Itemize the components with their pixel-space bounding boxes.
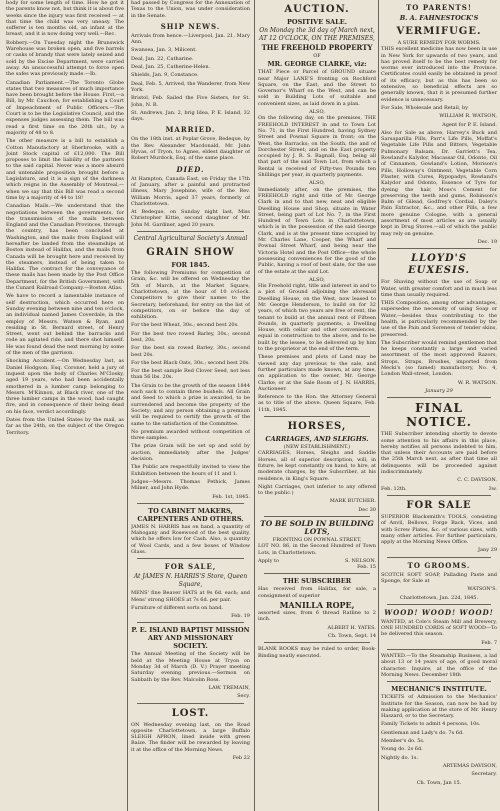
lost-heading: LOST. bbox=[171, 707, 210, 719]
married-heading: MARRIED. bbox=[165, 125, 216, 135]
for-sale-date: Jany 29 bbox=[478, 547, 497, 554]
wood-text: WANTED, at Cole's Steam Mill and Brewery, ONE HUNDRED CORDS of SOFT WOOD—To be delivered this season. bbox=[381, 618, 497, 638]
article-canadian-mails: Canadian Mails.—We understand that the negotiations between the governments, for the transmission of the mails between England and the Canadian Provinces, through the country, has been concluded at Washington, and the mails from England will hereafter be landed from the steamships at Boston instead of Halifax, and the mails from Canada will be brought here and received by the steamers, instead of being taken to Halifax. The contract for the conveyance of these mails has been made by the Post Office Department, for the British Government, with the Cunard Railroad Company.—Boston Atlas. bbox=[6, 203, 124, 292]
building-lots-heading: TO BE SOLD IN BUILDING LOTS, bbox=[260, 519, 374, 536]
baptist-signature-title: Secy. bbox=[237, 693, 250, 700]
lloyds-date: January 29 bbox=[425, 387, 453, 394]
ship-entry: Shields, Jan. 9, Constance. bbox=[131, 72, 199, 79]
divider bbox=[387, 495, 491, 496]
column-1 bbox=[6, 0, 124, 811]
wood-date: Feb. 7 bbox=[481, 639, 497, 646]
vermifuge-text: THIS excellent medicine has now been in use in New York for upwards of two years, and has proved itself to be the best remedy for worms ever introduced into the Province. Certificates could easily be obtained in proof of its efficacy, but as this has been so extensive, so beneficial effects are so generally known, that it is presumed further evidence is unnecessary. bbox=[381, 46, 497, 103]
ship-entry: Arrivals from hence.—Liverpool, Jan. 21, Mary Ann. bbox=[131, 32, 250, 46]
cabinet-text: JAMES N. HARRIS has on hand, a quantity of Mahogany and Rosewood of the best quality, which he offers low for Cash. Also, a quantity of Wool Cards, and a few boxes of Window Glass. bbox=[131, 523, 250, 555]
for-sale-heading: FOR SALE, bbox=[164, 562, 217, 572]
grain-date: Feb. 1st, 1845. bbox=[212, 493, 250, 500]
auction-text: Immediately after, on the premises, the FREEHOLD right and title of Mr. George Clark in and to that new, neat and eligible Dwelling House and Shop, situate in Water Street, being part of Lot No. 7, in the First Hundred of Town Lots in Charlottetown, which is in the possession of the said George Clark, and is at the present time occupied by Mr. Charles Lane, Cooper, the Wharf and Pownal Street Wharf, and being near the Victoria Hotel and the Post Office—the whole possessing conveniences for the good of the Public, having a roof of best slate, for the use of the estate at the said Lot. bbox=[258, 186, 376, 275]
for-sale-heading: FOR SALE bbox=[406, 499, 472, 511]
article-shocking-accident: Shocking Accident.—On Wednesday last, as Daniel Hodgson, Esq. Coroner, held a jury of inquest upon the body of Charles M'Closky, aged 19 years, who had been accidentally smothered in a lumber camp belonging to Messrs. M'Kinnon, at Black river, one of the three lumber camps in the wood, had caught fire, and in consequence of their being dead on his face, verdict accordingly. bbox=[6, 358, 124, 415]
ship-entry: Deal, Jan. 22, Catharine. bbox=[131, 55, 194, 62]
horses-signature: MARK BUTCHER. bbox=[329, 498, 376, 505]
building-lots-signature: S. NELSON. bbox=[345, 557, 376, 564]
rope-signature: ALBERT H. YATES. bbox=[327, 624, 376, 631]
lloyds-text: The Subscriber would remind gentlemen that he keeps constantly a large and varied assortment of the most approved Razors, Strops, Straps, Brushes, imported from Mecki's (so famed) manufactory, No. 4, London Wall-street, London. bbox=[381, 339, 497, 378]
article-canadian-parliament: Canadian Parliament.—The Toronto Globe states that two measures of much importance have been brought before the House. First,—a Bill, by Mr. Cauchon, for establishing a Court of Impeachment of Public Officers.—The Court is to be the Legislative Council, and the expenses judges assessing them. The bill was read a first time on the 20th ult., by a majority of 48 to 8. bbox=[6, 79, 124, 136]
mechanics-price: Gentleman and Lady's do. 7s 6d. bbox=[381, 729, 464, 736]
final-notice-text: THE Subscriber intending shortly to devote some attention to his affairs in this place, hereby notifies all persons indebted to him, that unless their Accounts are paid before the 25th March next, as after that time all delinquents will be proceeded against indiscriminately. bbox=[381, 431, 497, 476]
horses-established: (NEW ESTABLISHMENT.) bbox=[283, 444, 351, 451]
married-notice: On the 18th inst. at Poplar Grove, Bedeque, by the Rev. Alexander Macdonald, Mr. John Hyvas, of Tryon, to Agnes, eldest daughter of Robert Murdock, Esq. of the same place. bbox=[131, 136, 250, 162]
ship-entry: Deal, Jan. 25, Catherine-Helen. bbox=[131, 64, 211, 71]
grain-text: For the best sample Red Clover Seed, not less than 56 lbs. 20s. bbox=[131, 368, 250, 381]
divider bbox=[137, 703, 244, 704]
grain-text: The prize Grain will be set up and sold by auction, immediately after the Judges' decision. bbox=[131, 443, 250, 463]
final-notice-mark: 3w. bbox=[488, 485, 497, 492]
article-text: We have to record a lamentable instance of self destruction, which occurred here on Sunday evening between nine and ten o'clock, an individual named James Coverdale, in the employ of Messrs. Watson & Ryan, and residing in St. Bernard street, of Henry Street, went out behind the barracks and rode an agitated ride, and there shot himself. He was found dead the next morning by some of the men of the garrison. bbox=[6, 293, 124, 357]
article-robbery: Robbery.—On Tuesday night the Brunswick Warehouse was broken open, and five barrels or casks of brandy that were lately seized and sold by the Excise Department, were carried away. An unsuccessful attempt to force open the safes was previously made.—Ib. bbox=[6, 39, 124, 78]
blank-books-text: BLANK BOOKS may be ruled to order, Book-Binding neatly executed. bbox=[258, 646, 376, 659]
divider bbox=[387, 248, 491, 249]
building-lots-date: Feb. 15 bbox=[357, 564, 376, 571]
lost-text: ON Wednesday evening last, on the Road opposite Charlottetown, a large Buffalo SLEIGH APRON, lined inside with green Baize. The finder will be rewarded by leaving it at the office of the Morning News. bbox=[131, 721, 250, 753]
mechanics-price: Family Tickets to admit 4 persons, 10s. bbox=[381, 721, 481, 728]
ship-entry: Swansea, Jan. 3, Milicent. bbox=[131, 47, 197, 54]
vermifuge-agent: Agent for P. E. Island. bbox=[442, 121, 497, 128]
grain-text: For the best Black Oats, 30s.; second best 20s. bbox=[131, 359, 250, 366]
also-label: ALSO, bbox=[309, 180, 325, 187]
grain-text: For the best two rowed Barley, 30s.; second best, 20s. bbox=[131, 330, 250, 343]
column-rule bbox=[378, 0, 379, 811]
grain-text: The Grain to be the growth of the season 1844 each sack to contain three bushels. All Grain and Seed to which a prize is awarded, to be surrendered and become the property of the Society; and any person obtaining a premium will be required to certify the growth of the same to the satisfaction of the Committee. bbox=[131, 382, 250, 427]
grain-judges: Judges—Messrs. Thomas Pethick, James Milner, and John Hyde. bbox=[131, 478, 250, 492]
for-sale-date: Feb. 19 bbox=[231, 613, 250, 620]
article-text: had passed by Congress for the Annexation of Texas to the Union, was under consideration in the Senate. bbox=[131, 0, 250, 19]
wanted-text: WANTED.—To the Steamship Business, a lad about 13 or 14 years of age, of good moral character. Inquire, at the office of the Morning News. December 18th bbox=[381, 653, 497, 678]
mechanics-signature-title: Secretary. bbox=[471, 771, 497, 778]
auction-text: These premises and plots of Land may be viewed any day previous to the sale, and further particulars made known, at any time, on application to the owner, Mr. George Clarke, or at the Sale Room of J. N. HARRIS, Auctioneer. bbox=[258, 354, 376, 392]
building-lots-text: LOT NO. 86, in the Second Hundred of Town Lots, in Charlottetown. bbox=[258, 543, 376, 556]
divider bbox=[264, 573, 370, 574]
auction-text: Reference to the Hon. the Attorney General as to title of the above. Queen Square, Feb. 11th, 1845. bbox=[258, 394, 376, 413]
baptist-signature: LAW. TREMAIN, bbox=[208, 684, 250, 691]
for-sale-text: Furniture of different sorts on hand. bbox=[131, 604, 224, 611]
article-text: Dates from the United States by the mail, as far as the 24th, on the subject of the Oregon Territory. bbox=[6, 417, 124, 436]
for-sale-text: MENS' fine Beaver HATS at 9s 6d. each; and Mens' strong SHOES at 7s 6d. per pair. bbox=[131, 590, 250, 603]
for-sale-text: SUPERIOR Blacksmith's TOOLS, consisting of Anvil, Bellows, Forge Back, Vices, and with Screw Plates, &c. of various sizes, with many other articles. For further particulars, apply at the Morning News Office. bbox=[381, 513, 497, 546]
rope-date: Ch. Town, Sept. 14 bbox=[328, 632, 376, 639]
divider bbox=[264, 516, 370, 517]
auction-text: THAT Piece or Parcel of GROUND situate near Major LANE'S fronting on Rochford Square, on the East, and the Street to Governor's Wharf on the West, and can be sold in Building Lots of suitable and convenient sizes, as laid down in a plan. bbox=[258, 69, 376, 107]
building-lots-sub: FRONTING ON POWNAL STREET, bbox=[272, 537, 362, 543]
for-sale-sub: At JAMES N. HARRIS'S Store, Queen Square, bbox=[133, 573, 248, 589]
mechanics-institute-heading: MECHANIC'S INSTITUTE. bbox=[391, 685, 487, 694]
vermifuge-date: Dec. 19 bbox=[477, 238, 497, 245]
died-heading: DIED. bbox=[176, 164, 205, 174]
final-notice-heading: FINAL NOTICE. bbox=[406, 401, 472, 430]
ship-entry: Deal, Feb. 5, Arrived, the Wanderer, from New York. bbox=[131, 80, 250, 93]
grain-text: The Public are respectfully invited to view the Exhibition between the hours of 11 and 1. bbox=[131, 464, 250, 477]
grain-text: For the best Wheat, 30s.; second best 20s. bbox=[131, 322, 239, 329]
auction-text: On the following day, on the premises, THE FREEHOLD INTEREST in and to Town Lot No. 71, in the First Hundred, having Sydney Street and Pownal Square in front; on the West, the Barracks; on the South, the and of Dorchester Street; and on the East property occupied by J. R. S. Bagnall, Esq. being all that part of the said Town Lot, from which a Rental is received of Fifty-two Pounds ten Shillings per year, in quarterly payments. bbox=[258, 115, 376, 179]
divider bbox=[137, 231, 244, 232]
manilla-rope-heading: MANILLA ROPE, bbox=[279, 600, 355, 611]
ship-entry: St. Andrews, Jan. 2, brig Idea, P. E. Island, 32 days. bbox=[131, 109, 250, 123]
mechanics-price: Member's do. 5s. bbox=[381, 738, 425, 745]
divider bbox=[137, 622, 244, 623]
final-notice-date: Feb. 12th. bbox=[381, 485, 407, 492]
divider bbox=[137, 558, 244, 559]
vermifuge-sub: A SURE REMEDY FOR WORMS. bbox=[397, 40, 481, 46]
died-notice: At Bedeque, on Sunday night last, Miss Christopher Kittie, second daughter of Mr. John M. Gardiner, aged 20 years. bbox=[131, 209, 250, 228]
column-3 bbox=[258, 0, 376, 811]
horses-text: Night Carriages, (not inferior to any offered to the public.) bbox=[258, 483, 376, 497]
property-owner: MR. GEORGE CLARKE, viz: bbox=[267, 60, 367, 69]
divider bbox=[264, 642, 370, 643]
grain-show-heading: GRAIN SHOW bbox=[146, 247, 235, 259]
vermifuge-text: For Sale, Wholesale and Retail, by bbox=[381, 104, 469, 111]
died-notice: At Hampton, Canada East, on Friday the 17th of January, after a painful and protracted illness, Mary Josephine, wife of the Rev. William Morris, aged 37 years, formerly of Charlottetown. bbox=[131, 175, 250, 207]
also-label: ALSO, bbox=[309, 276, 325, 283]
baptist-heading: P. E. ISLAND BAPTIST MISSION ARY AND MISSIONARY SOCIETY. bbox=[131, 626, 250, 651]
property-of: OF bbox=[313, 53, 321, 59]
mechanics-price: Young do. 2s 6d. bbox=[381, 746, 423, 753]
society-line: Central Agricultural Society's Annual bbox=[133, 235, 248, 243]
divider bbox=[387, 649, 491, 650]
divider bbox=[387, 604, 491, 605]
cabinet-heading: TO CABINET MAKERS, CARPENTERS AND OTHERS. bbox=[137, 506, 244, 523]
divider bbox=[137, 503, 244, 504]
horses-sub: CARRIAGES, AND SLEIGHS. bbox=[265, 435, 369, 444]
to-grooms-heading: TO GROOMS. bbox=[407, 560, 471, 570]
grain-text: The following Premiums for competition of Grain, &c. will be offered on Wednesday the 5th of March, at the Market Square, Charlottetown, at the hour of 10 o'clock. Competitors to give their names to the Secretary, beforehand, for entry on the list of competitors, on or before the day of exhibition. bbox=[131, 270, 250, 321]
vermifuge-signature: WILLIAM R. WATSON, bbox=[439, 113, 497, 120]
ship-entry: Bristol, Feb. Sailed the Five Sisters, for St. John, N. B. bbox=[131, 95, 250, 108]
column-rule bbox=[127, 0, 128, 811]
ship-news-heading: SHIP NEWS. bbox=[160, 21, 221, 31]
mechanics-text: TICKETS of Admission to the Mechanics' Institute for the Season, can now be had by making application at the store of Mr. Henry Haszard, or to the Secretary. bbox=[381, 694, 497, 720]
article-text: The other measure is a bill to establish a Cotton Manufactory at Sherbrooke, with a Joint Stock capital of £12,000. The Bill proposes to limit the liability of the partners to the said capital. Never was a more absurd and untenable proposition brought before a Legislature, and it is a sign of the darkness which reigns in the Assembly of Montreal,—when we say that this Bill was read a second time by a majority of 44 to 18! bbox=[6, 138, 124, 201]
mechanics-date: Ch. Town, Jan 15. bbox=[416, 779, 462, 786]
horses-heading: HORSES, bbox=[287, 421, 347, 433]
horses-text: CARRIAGES, Horses, Sleighs and Saddle Horses, all of superior description, will, in future, be kept constantly on hand, to hire, at moderate charges, by the Subscriber, at his residence, in King's Square. bbox=[258, 450, 376, 482]
vermifuge-text: Also for Sale as above, Harvey's Buck and Sarsaparilla Pills, Parr's Life Pills, Moffat's Vegetable Life Pills and Bitters, Vegetable Pulmonary Balsam, Dr. Garriett's Tea, Rowland's Kalydor, Macassar Oil, Odonto, Oil of Cinnamon, Gowland's Lotion, Morison's Pills, Holloway's Ointment, Vegetable Corn Plaster, with Cures, Rypopadys, Rowland's Kalydor and Odonto, Essence of Tyre for dyeing the hair, Moss's Cement for preserving the teeth and gums, Robinson's Balm of Gilead, Godfrey's Cordial, Daley's Pain Extractor, &c., and other Pills, a few more genuine Cologne, with a general assortment of most articles as are usually kept in Drug Stores.—all of which the public may rely on genuine. bbox=[381, 129, 497, 237]
divider bbox=[264, 416, 370, 417]
divider bbox=[387, 557, 491, 558]
final-notice-date-row bbox=[381, 486, 497, 492]
horses-date: Dec 30 bbox=[358, 506, 376, 513]
to-grooms-date: Charlottetown, Jan. 22d, 1845. bbox=[399, 594, 479, 601]
auction-heading: AUCTION. bbox=[284, 4, 350, 15]
subscriber-heading: THE SUBSCRIBER bbox=[282, 577, 352, 586]
lost-date: Feb 22 bbox=[232, 755, 250, 762]
auction-text: His Freehold right, title and interest in and to a plot of Ground adjoining the aforesaid Dwelling House, on the West, now leased to Mr. George Henderson, to build on for 32 years, of which two years are free of rent, the tenant to build at the annual rent of Fifteen Pounds, in quarterly payments, a Dwelling House, with cellar and other conveniences, equal in construction to the above, and to be built by the lessee, to be delivered up by him to the proprietor at the end of the term. bbox=[258, 283, 376, 353]
auction-when: On Monday the 3d day of March next, AT 12 O'CLOCK, ON THE PREMISES, bbox=[259, 27, 375, 42]
column-2 bbox=[131, 0, 250, 811]
wood-heading: WOOD! WOOD! WOOD! bbox=[384, 607, 494, 617]
baptist-text: The Annual Meeting of the Society will be held at the Meeting House at Tryon on Monday 3d of March (D. V.) Prayer meeting Saturday evening previous.—Sermon on Sabbath by the Rev. Malcolm Ross. bbox=[131, 651, 250, 683]
mechanics-signature: ARTEMAS DAVISON, bbox=[442, 762, 497, 769]
divider bbox=[387, 681, 491, 682]
grain-show-year: FOR 1845. bbox=[171, 261, 210, 270]
mechanics-price: Nightly do. 1s. bbox=[381, 754, 419, 761]
building-lots-apply: Apply to bbox=[258, 557, 280, 564]
auction-sub: POSITIVE SALE. bbox=[287, 18, 347, 26]
rope-description: assorted sizes, from 6 thread Ratline to 2 inch. bbox=[258, 610, 376, 623]
column-4 bbox=[381, 0, 497, 811]
to-grooms-text: SCOTCH SOFT SOAP, Pallading Paste and Sponge, for Sale at bbox=[381, 571, 497, 584]
grain-text: No premium awarded without competition of three samples. bbox=[131, 428, 250, 442]
subscriber-text: Has received from Halifax, for sale, a consignment of superior bbox=[258, 586, 376, 599]
also-label: ALSO, bbox=[309, 109, 325, 116]
article-text: body for some length of time. How he got it the parents know not, but think it is about five weeks since the injury was first received — at that time the child was very uneasy. The sufferer is ten months old, an infant at the breast, and it is now doing very well.—Rec. bbox=[6, 0, 124, 38]
lloyds-signature: W. R. WATSON. bbox=[457, 379, 497, 386]
final-notice-signature: C. C. DAVISON. bbox=[457, 477, 497, 484]
property-title: THE FREEHOLD PROPERTY bbox=[261, 43, 373, 52]
lloyds-text: For Shaving without the use of Soap or Water, with greater comfort and in much less time than usually required. bbox=[381, 279, 497, 298]
fahnestock-heading: B. A. FAHNESTOCK'S bbox=[399, 14, 479, 22]
lloyds-heading: LLOYD'S EUXESIS. bbox=[408, 253, 470, 277]
divider bbox=[387, 397, 491, 398]
column-rule bbox=[254, 0, 255, 811]
grain-text: For the best six rowed Barley, 30s.; second best 20s. bbox=[131, 345, 250, 358]
lloyds-text: THIS Composition, among other advantages, supersedes the necessity of using Soap or Water,—besides thus contributing to the health, is particularly recommended by the use of the Pain and Soreness of tender skins, preserved. bbox=[381, 300, 497, 338]
parents-heading: TO PARENTS! bbox=[406, 3, 472, 12]
vermifuge-heading: VERMIFUGE. bbox=[396, 26, 482, 37]
to-grooms-signature: WATSON'S. bbox=[467, 586, 497, 593]
